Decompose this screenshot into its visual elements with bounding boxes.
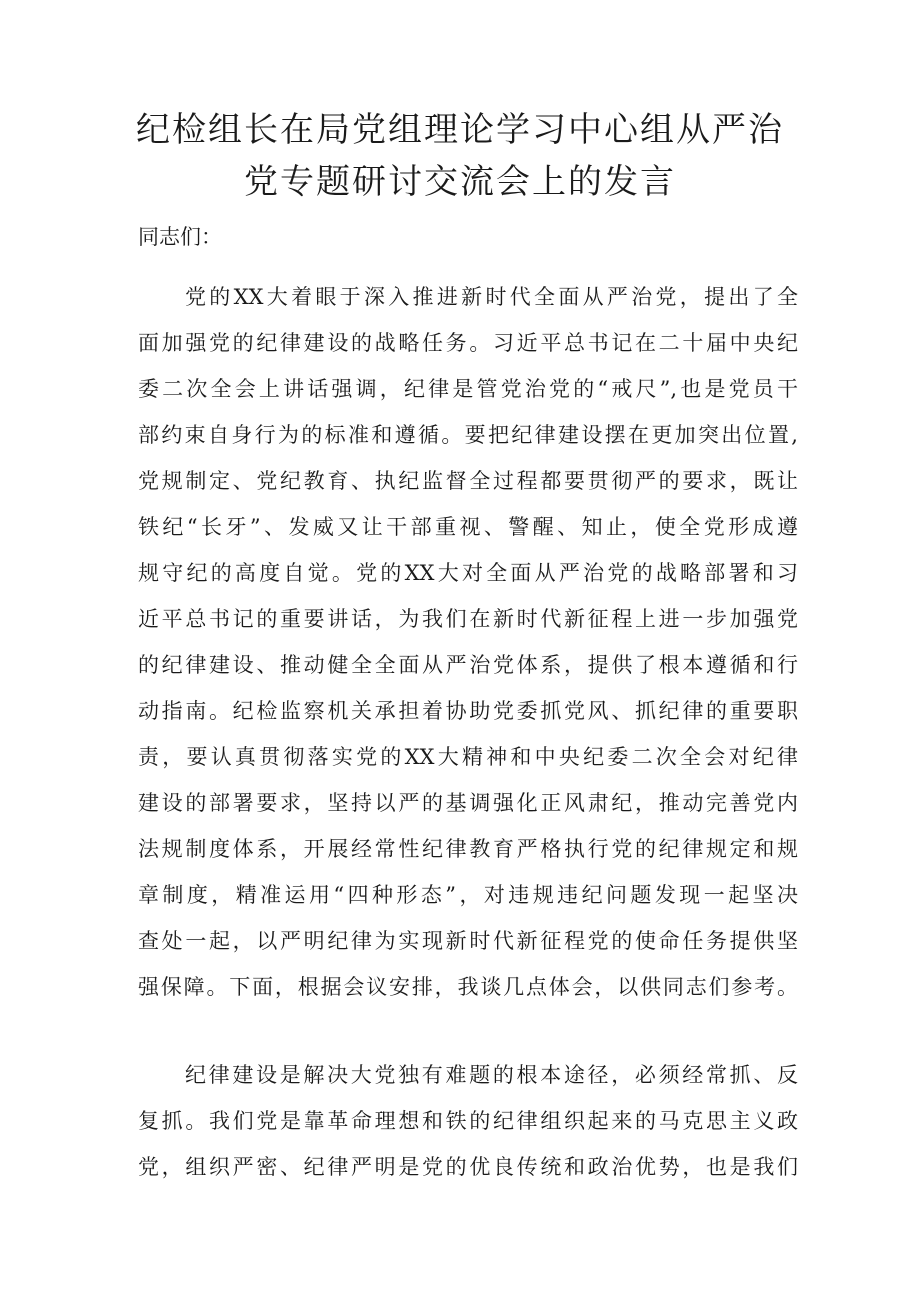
paragraph-1-line: 委二次全会上讲话强调，纪律是管党治党的“戒尺”,也是党员干 (138, 377, 798, 401)
paragraph-1-line: 法规制度体系，开展经常性纪律教育严格执行党的纪律规定和规 (138, 837, 798, 861)
paragraph-1-line: 的纪律建设、推动健全全面从严治党体系，提供了根本遵循和行 (138, 653, 798, 677)
paragraph-2-line: 党，组织严密、纪律严明是党的优良传统和政治优势，也是我们 (138, 1155, 798, 1179)
salutation: 同志们： (138, 225, 222, 249)
paragraph-1-line: 章制度，精准运用“四种形态”，对违规违纪问题发现一起坚决 (138, 883, 798, 907)
paragraph-1-line: 建设的部署要求，坚持以严的基调强化正风肃纪，推动完善党内 (138, 791, 798, 815)
document-title-line-1: 纪检组长在局党组理论学习中心组从严治 (136, 110, 784, 150)
paragraph-1-line: 动指南。纪检监察机关承担着协助党委抓党风、抓纪律的重要职 (138, 699, 798, 723)
paragraph-1-line: 强保障。下面，根据会议安排，我谈几点体会，以供同志们参考。 (138, 975, 798, 999)
paragraph-1-line: 责，要认真贯彻落实党的XX大精神和中央纪委二次全会对纪律 (138, 745, 798, 769)
paragraph-1-line: 党的XX大着眼于深入推进新时代全面从严治党，提出了全 (185, 285, 798, 309)
paragraph-1-line: 党规制定、党纪教育、执纪监督全过程都要贯彻严的要求，既让 (138, 469, 798, 493)
document-title-line-2: 党专题研讨交流会上的发言 (244, 162, 676, 202)
paragraph-1-line: 近平总书记的重要讲话，为我们在新时代新征程上进一步加强党 (138, 607, 798, 631)
paragraph-1-line: 规守纪的高度自觉。党的XX大对全面从严治党的战略部署和习 (138, 561, 798, 585)
paragraph-1-line: 面加强党的纪律建设的战略任务。习近平总书记在二十届中央纪 (138, 331, 798, 355)
paragraph-2-line: 复抓。我们党是靠革命理想和铁的纪律组织起来的马克思主义政 (138, 1109, 798, 1133)
paragraph-1-line: 铁纪“长牙”、发威又让干部重视、警醒、知止，使全党形成遵 (138, 515, 798, 539)
paragraph-2-line: 纪律建设是解决大党独有难题的根本途径，必须经常抓、反 (185, 1063, 798, 1087)
paragraph-1-line: 查处一起，以严明纪律为实现新时代新征程党的使命任务提供坚 (138, 929, 798, 953)
paragraph-1-line: 部约束自身行为的标准和遵循。要把纪律建设摆在更加突出位置, (138, 423, 798, 447)
